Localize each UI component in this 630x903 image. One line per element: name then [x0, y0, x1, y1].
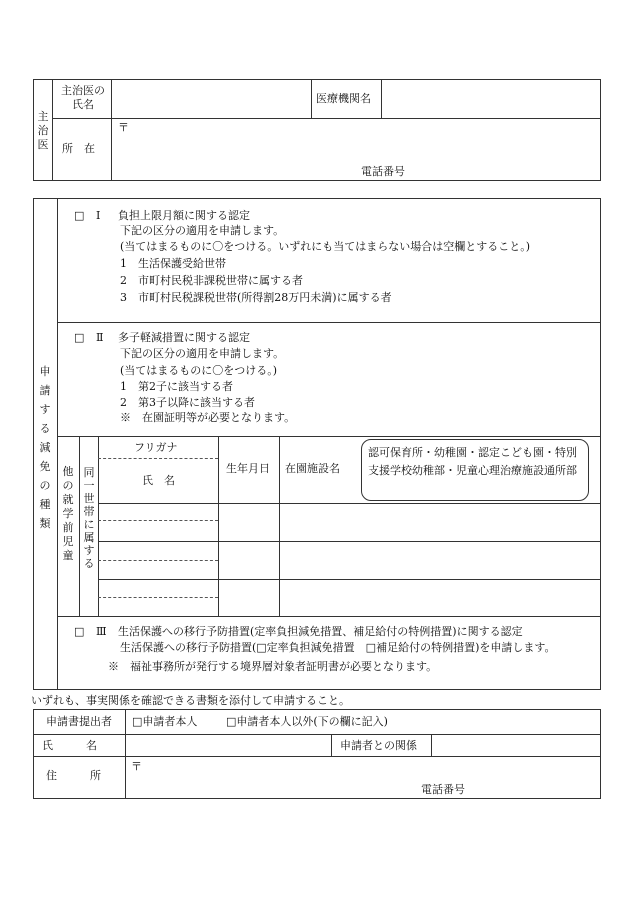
doctor-divider	[381, 79, 382, 118]
doctor-name-field[interactable]	[113, 81, 309, 116]
submitter-phone-label: 電話番号	[421, 783, 465, 796]
furigana-divider	[98, 597, 218, 598]
section2-numeral: Ⅱ	[96, 331, 104, 344]
reduction-side-label: 申請する減免の種類	[39, 365, 51, 530]
furigana-header: フリガナ	[134, 441, 178, 454]
children-divider	[218, 436, 219, 616]
submitter-option-self[interactable]: □申請者本人	[132, 715, 198, 728]
relation-field[interactable]	[433, 736, 599, 754]
facility-type-note: 認可保育所・幼稚園・認定こども園・特別支援学校幼稚部・児童心理治療施設通所部	[361, 439, 589, 501]
child-row-facility[interactable]	[281, 581, 599, 615]
doctor-address-label: 所 在	[62, 142, 95, 155]
child-name-header: 氏 名	[142, 474, 175, 487]
submitter-label: 申請書提出者	[46, 715, 112, 728]
doctor-address-field[interactable]	[113, 120, 599, 160]
submitter-address-label: 住 所	[46, 769, 101, 782]
section3-title: 生活保護への移行予防措置(定率負担減免措置、補足給付の特例措置)に関する認定	[118, 625, 523, 638]
child-row-furigana[interactable]	[100, 505, 216, 519]
children-divider	[98, 503, 601, 504]
children-divider	[98, 436, 99, 616]
child-row-dob[interactable]	[220, 581, 277, 615]
reduction-divider	[57, 322, 601, 323]
submitter-divider	[33, 756, 601, 757]
doctor-postal-mark: 〒	[118, 121, 129, 134]
section1-numeral: Ⅰ	[96, 209, 101, 222]
children-divider	[98, 579, 601, 580]
section1-option[interactable]: 2 市町村民税非課税世帯に属する者	[120, 274, 303, 287]
section1-line1: 下記の区分の適用を申請します。	[120, 224, 285, 237]
doctor-name-label	[60, 84, 106, 112]
doctor-divider	[52, 118, 601, 119]
child-row-dob[interactable]	[220, 543, 277, 577]
submitter-divider	[331, 734, 332, 756]
section2-checkbox[interactable]: □	[74, 331, 85, 344]
section3-checkbox[interactable]: □	[74, 625, 85, 638]
submitter-name-field[interactable]	[127, 736, 329, 754]
attachment-note: いずれも、事実関係を確認できる書類を添付して申請すること。	[31, 694, 350, 707]
section1-title: 負担上限月額に関する認定	[118, 209, 250, 222]
submitter-divider	[431, 734, 432, 756]
submitter-divider	[33, 734, 601, 735]
furigana-divider	[98, 560, 218, 561]
doctor-name-label-line1: 主治医の	[61, 84, 105, 97]
section1-option[interactable]: 3 市町村民税課税世帯(所得割28万円未満)に属する者	[120, 291, 392, 304]
section2-line1: 下記の区分の適用を申請します。	[120, 347, 285, 360]
section3-note: ※ 福祉事務所が発行する境界層対象者証明書が必要となります。	[108, 660, 438, 673]
children-divider	[279, 436, 280, 616]
dob-header: 生年月日	[226, 462, 270, 475]
section2-line2: (当てはまるものに〇をつける。)	[120, 364, 278, 377]
children-divider	[98, 541, 601, 542]
child-row-furigana[interactable]	[100, 581, 216, 596]
doctor-divider	[52, 79, 53, 181]
section2-note: ※ 在園証明等が必要となります。	[120, 411, 296, 424]
furigana-divider	[98, 458, 218, 459]
section1-checkbox[interactable]: □	[74, 209, 85, 222]
children-divider	[79, 436, 80, 616]
doctor-divider	[311, 79, 312, 118]
section2-title: 多子軽減措置に関する認定	[118, 331, 250, 344]
child-row-name[interactable]	[100, 522, 216, 540]
child-row-facility[interactable]	[281, 543, 599, 577]
doctor-divider	[111, 79, 112, 181]
child-row-facility[interactable]	[281, 505, 599, 539]
submitter-divider	[125, 709, 126, 799]
submitter-option-other[interactable]: □申請者本人以外(下の欄に記入)	[226, 715, 388, 728]
section3-numeral: Ⅲ	[96, 625, 107, 638]
section2-option[interactable]: 2 第3子以降に該当する者	[120, 396, 255, 409]
section2-option[interactable]: 1 第2子に該当する者	[120, 380, 233, 393]
section1-option[interactable]: 1 生活保護受給世帯	[120, 257, 226, 270]
facility-header: 在園施設名	[285, 462, 340, 475]
furigana-divider	[98, 520, 218, 521]
institution-field[interactable]	[383, 81, 599, 116]
child-row-dob[interactable]	[220, 505, 277, 539]
child-row-name[interactable]	[100, 562, 216, 578]
children-outer-label: 他の就学前児童	[62, 465, 74, 562]
doctor-side-label: 主治医	[37, 110, 49, 151]
children-inner-label: 同一世帯に属する	[83, 466, 95, 570]
institution-label: 医療機関名	[316, 92, 371, 105]
submitter-address-field[interactable]	[127, 758, 599, 784]
doctor-name-label-line2: 氏名	[72, 98, 94, 111]
child-row-furigana[interactable]	[100, 543, 216, 559]
section1-line2: (当てはまるものに〇をつける。いずれにも当てはまらない場合は空欄とすること。)	[120, 240, 531, 253]
section3-line1: 生活保護への移行予防措置(□定率負担減免措置 □補足給付の特例措置)を申請します。	[120, 641, 556, 654]
child-row-name[interactable]	[100, 599, 216, 615]
submitter-postal-mark: 〒	[131, 760, 142, 773]
submitter-name-label: 氏 名	[42, 739, 97, 752]
doctor-phone-label: 電話番号	[361, 165, 405, 178]
relation-label: 申請者との関係	[340, 739, 417, 752]
reduction-divider	[57, 436, 601, 437]
reduction-divider	[57, 616, 601, 617]
